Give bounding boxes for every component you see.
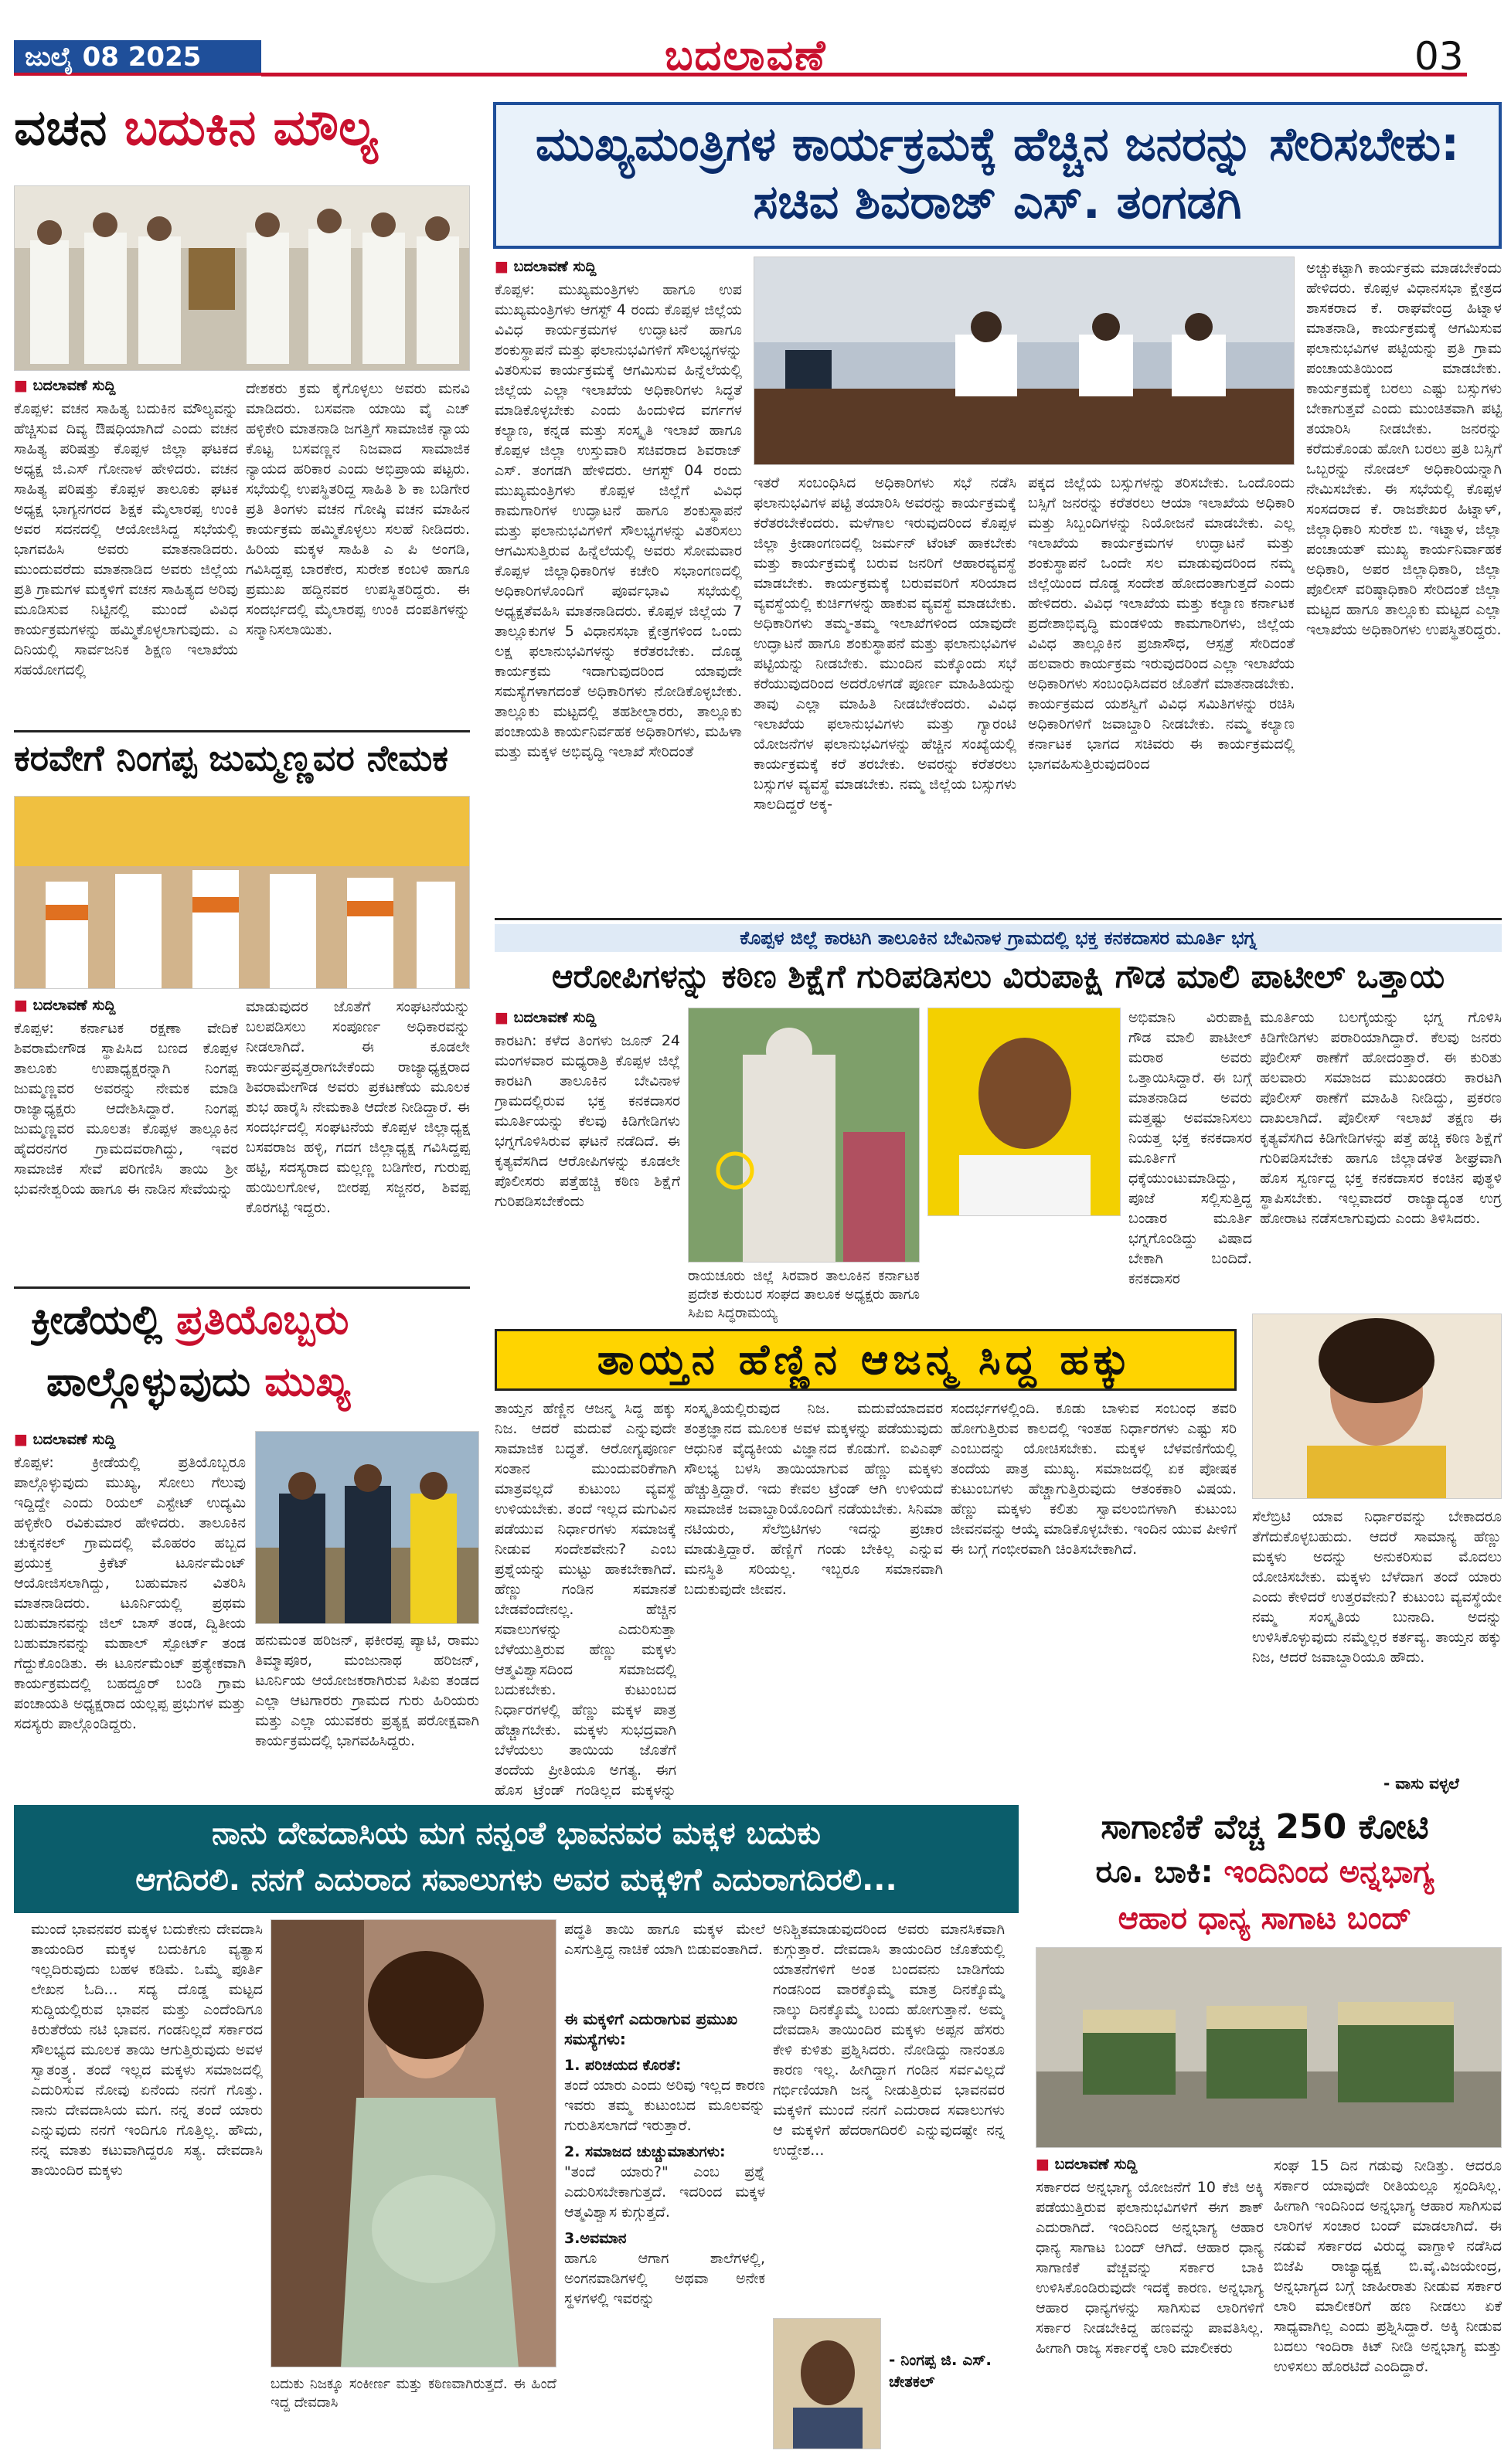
rice-headline-2 [1028, 1854, 1502, 1901]
rice-photo [1036, 1947, 1502, 2148]
statue-col1: ಕಾರಟಗಿ: ಕಳೆದ ತಿಂಗಳು ಜೂನ್ 24 ಮಂಗಳವಾರ ಮಧ್ಯರಾತ್ರಿ ಕೊಪ್ಪಳ ಜಿಲ್ಲೆ ಕಾರಟಗಿ ತಾಲೂಕಿನ ಬೇವಿನಾಳ ಗ್ರಾಮದಲ್ಲಿರುವ ಭಕ್ತ ಕನಕದಾಸರ ಮೂರ್ತಿಯನ್ನು ಕೆಲವು ಕಿಡಿಗೇಡಿಗಳು ಭಗ್ನಗೊಳಿಸಿರುವ ಘಟನೆ ನಡೆದಿದೆ. ಈ ಕೃತ್ಯವೆಸಗಿದ ಆರೋಪಿಗಳನ್ನು ಕೂಡಲೇ ಪೊಲೀಸರು ಪತ್ತೆಹಚ್ಚಿ ಕಠಿಣ ಶಿಕ್ಷೆಗೆ ಗುರಿಪಡಿಸಬೇಕೆಂದು [495, 1032, 680, 1210]
statue-photo-caption: ರಾಯಚೂರು ಜಿಲ್ಲೆ ಸಿರವಾರ ತಾಲೂಕಿನ ಕರ್ನಾಟಕ ಪ್ರದೇಶ ಕುರುಬರ ಸಂಘದ ತಾಲೂಕ ಅಧ್ಯಕ್ಷರು ಹಾಗೂ ಸಿಪಿಐ ಸಿದ್ಧರಾಮಯ್ಯ [688, 1268, 920, 1321]
women-headline-box [495, 1329, 1237, 1391]
statue-photo [688, 1008, 920, 1263]
page-number: 03 [1414, 34, 1464, 79]
devadasi-photo [271, 1919, 556, 2367]
devadasi-headline-2: ಆಗದಿರಲಿ. ನನಗೆ ಎದುರಾದ ಸವಾಲುಗಳು ಅವರ ಮಕ್ಕಳಿಗೆ ಎದುರಾಗದಿರಲಿ... [135, 1862, 897, 1898]
devadasi-headline-box [14, 1805, 1019, 1913]
problem-item [564, 2142, 765, 2222]
portrait-photo [927, 1008, 1121, 1216]
cm-tag: ■ ಬದಲಾವಣೆ ಸುದ್ದಿ [495, 258, 597, 275]
cm-meeting-photo [754, 257, 1295, 465]
problem-heading: 3.ಅವಮಾನ [564, 2230, 627, 2247]
sports-line2-a: ಪಾಲ್ಗೊಳ್ಳುವುದು [46, 1360, 265, 1405]
paper-title: ಬದಲಾವಣೆ [665, 31, 827, 80]
divider [14, 1286, 470, 1289]
sports-line2-b: ಮುಖ್ಯ [264, 1360, 351, 1405]
rice-headline-2a: ರೂ. ಬಾಕಿ: [1095, 1854, 1224, 1890]
karave-headline: ಕರವೇಗೆ ನಿಂಗಪ್ಪ ಜುಮ್ಮಣ್ಣವರ ನೇಮಕ [14, 738, 448, 779]
rice-headline-2b: ಇಂದಿನಿಂದ ಅನ್ನಭಾಗ್ಯ [1223, 1854, 1434, 1890]
devadasi-col3: ಅನಿಶ್ಚಿತಮಾಡುವುದರಿಂದ ಅವರು ಮಾನಸಿಕವಾಗಿ ಕುಗ್ಗುತ್ತಾರೆ. ದೇವದಾಸಿ ತಾಯಂದಿರ ಜೊತೆಯಲ್ಲಿ ಯಾತನೆಗಳಿಗೆ ಅಂತ ಬಂದವನು ಬಾಡಿಗೆಯ ಗಂಡನಿಂದ ವಾರಕ್ಕೊಮ್ಮೆ ಮಾತ್ರ ದಿನಕ್ಕೊಮ್ಮೆ ನಾಲ್ಕು ದಿನಕ್ಕೊಮ್ಮೆ ಬಂದು ಹೋಗುತ್ತಾನೆ. ಅಮ್ಮ ದೇವದಾಸಿ ತಾಯಿಂದಿರ ಮಕ್ಕಳು ಅಪ್ಪನ ಹೆಸರು ಕೇಳಿ ಕುಳಿತು ಪ್ರಶ್ನಿಸಿದರು. ನೋಡಿದ್ದು ನಾನಂತೂ ಕಾರಣ ಇಲ್ಲ. ಹೀಗಿದ್ದಾಗ ಗಂಡಿನ ಸರ್ವವಿಲ್ಲದೆ ಗರ್ಭಿಣಿಯಾಗಿ ಜನ್ಮ ನೀಡುತ್ತಿರುವ ಭಾವನವರ ಮಕ್ಕಳಿಗೆ ಮುಂದೆ ನನಗೆ ಎದುರಾದ ಸವಾಲುಗಳು ಆ ಮಕ್ಕಳಿಗೆ ಹೆದರಾಗದಿರಲಿ ಎನ್ನುವುದಷ್ಟೇ ನನ್ನ ಉದ್ದೇಶ... [773, 1921, 1005, 2159]
sports-tag: ■ ಬದಲಾವಣೆ ಸುದ್ದಿ [14, 1431, 116, 1448]
women-author: - ವಾಸು ವಳ್ಳಲೆ [1383, 1774, 1459, 1793]
sports-headline-line2 [46, 1360, 464, 1422]
karave-tag: ■ ಬದಲಾವಣೆ ಸುದ್ದಿ [14, 997, 116, 1014]
trophy-illustration [256, 1432, 479, 1624]
sports-line1-b: ಪ್ರತಿಯೊಬ್ಬರು [176, 1298, 349, 1344]
author-photo [773, 2318, 881, 2449]
women-col1: ತಾಯ್ತನ ಹೆಣ್ಣಿನ ಆಜನ್ಮ ಸಿದ್ದ ಹಕ್ಕು ನಿಜ. ಆದರೆ ಮದುವೆ ಎನ್ನುವುದೇ ಸಾಮಾಜಿಕ ಬದ್ಧತೆ. ಆರೋಗ್ಯಪೂರ್ಣ ಸಂತಾನ ಮುಂದುವರಿಕೆಗಾಗಿ ಮಾತ್ರವಲ್ಲದೆ ಕುಟುಂಬ ವ್ಯವಸ್ಥೆ ಉಳಿಯಬೇಕು. ತಂದೆ ಇಲ್ಲದ ಮಗುವಿನ ಪಡೆಯುವ ನಿರ್ಧಾರಗಳು ಸಮಾಜಕ್ಕೆ ನೀಡುವ ಸಂದೇಶವೇನು? ಎಂಬ ಪ್ರಶ್ನೆಯನ್ನು ಮುಟ್ಟು ಹಾಕಬೇಕಾಗಿದೆ. ಹೆಣ್ಣು ಗಂಡಿನ ಸಮಾನತೆ ಬೇಡವೆಂದೇನಲ್ಲ. ಹೆಚ್ಚಿನ ಸವಾಲುಗಳನ್ನು ಎದುರಿಸುತ್ತಾ ಬೆಳೆಯುತ್ತಿರುವ ಹೆಣ್ಣು ಮಕ್ಕಳು ಆತ್ಮವಿಶ್ವಾಸದಿಂದ ಸಮಾಜದಲ್ಲಿ ಬದುಕಬೇಕು. ಕುಟುಂಬದ ನಿರ್ಧಾರಗಳಲ್ಲಿ ಹೆಣ್ಣು ಮಕ್ಕಳ ಪಾತ್ರ ಹೆಚ್ಚಾಗಬೇಕು. ಮಕ್ಕಳು ಸುಭದ್ರವಾಗಿ ಬೆಳೆಯಲು ತಾಯಿಯ ಜೊತೆಗೆ ತಂದೆಯ ಪ್ರೀತಿಯೂ ಅಗತ್ಯ. ಈಗ ಹೊಸ ಟ್ರೆಂಡ್ ಗಂಡಿಲ್ಲದ ಮಕ್ಕಳನ್ನು [495, 1400, 676, 1799]
header-rule [261, 73, 1467, 76]
statue-kicker: ಕೊಪ್ಪಳ ಜಿಲ್ಲೆ ಕಾರಟಗಿ ತಾಲೂಕಿನ ಬೇವಿನಾಳ ಗ್ರಾಮದಲ್ಲಿ ಭಕ್ತ ಕನಕದಾಸರ ಮೂರ್ತಿ ಭಗ್ನ [495, 924, 1502, 952]
women-headline: ತಾಯ್ತನ ಹೆಣ್ಣಿನ ಆಜನ್ಮ ಸಿದ್ದ ಹಕ್ಕು [597, 1335, 1135, 1384]
cm-col4: ಅಚ್ಚುಕಟ್ಟಾಗಿ ಕಾರ್ಯಕ್ರಮ ಮಾಡಬೇಕೆಂದು ಹೇಳಿದರು. ಕೊಪ್ಪಳ ವಿಧಾನಸಭಾ ಕ್ಷೇತ್ರದ ಶಾಸಕರಾದ ಕೆ. ರಾಘವೇಂದ್ರ ಹಿಟ್ನಾಳ ಮಾತನಾಡಿ, ಕಾರ್ಯಕ್ರಮಕ್ಕೆ ಆಗಮಿಸುವ ಫಲಾನುಭವಿಗಳ ಪಟ್ಟಿಯನ್ನು ಪ್ರತಿ ಗ್ರಾಮ ಪಂಚಾಯತಿಯಿಂದ ಮಾಡಬೇಕು. ಕಾರ್ಯಕ್ರಮಕ್ಕೆ ಬರಲು ಎಷ್ಟು ಬಸ್ಸುಗಳು ಬೇಕಾಗುತ್ತವೆ ಎಂದು ಮುಂಚಿತವಾಗಿ ಪಟ್ಟಿ ತಯಾರಿಸಿ ನೀಡಬೇಕು. ಜನರನ್ನು ಕರೆದುಕೊಂಡು ಹೋಗಿ ಬರಲು ಪ್ರತಿ ಬಸ್ಸಿಗೆ ಒಬ್ಬರನ್ನು ನೋಡಲ್ ಅಧಿಕಾರಿಯನ್ನಾಗಿ ನೇಮಿಸಬೇಕು. ಈ ಸಭೆಯಲ್ಲಿ ಕೊಪ್ಪಳ ಸಂಸದರಾದ ಕೆ. ರಾಜಶೇಖರ ಹಿಟ್ನಾಳ್, ಜಿಲ್ಲಾಧಿಕಾರಿ ಸುರೇಶ ಬಿ. ಇಟ್ನಾಳ, ಜಿಲ್ಲಾ ಪಂಚಾಯತ್ ಮುಖ್ಯ ಕಾರ್ಯನಿರ್ವಾಹಕ ಅಧಿಕಾರಿ, ಅಪರ ಜಿಲ್ಲಾಧಿಕಾರಿ, ಜಿಲ್ಲಾ ಪೊಲೀಸ್ ವರಿಷ್ಠಾಧಿಕಾರಿ ಸೇರಿದಂತೆ ಜಿಲ್ಲಾ ಮಟ್ಟದ ಹಾಗೂ ತಾಲ್ಲೂಕು ಮಟ್ಟದ ಎಲ್ಲಾ ಇಲಾಖೆಯ ಅಧಿಕಾರಿಗಳು ಉಪಸ್ಥಿತರಿದ್ದರು. [1306, 260, 1502, 638]
rice-col1: ಸರ್ಕಾರದ ಅನ್ನಭಾಗ್ಯ ಯೋಜನೆಗೆ 10 ಕೆಜಿ ಅಕ್ಕಿ ಪಡೆಯುತ್ತಿರುವ ಫಲಾನುಭವಿಗಳಿಗೆ ಈಗ ಶಾಕ್ ಎದುರಾಗಿದೆ. ಇಂದಿನಿಂದ ಅನ್ನಭಾಗ್ಯ ಆಹಾರ ಧಾನ್ಯ ಸಾಗಾಟ ಬಂದ್ ಆಗಿದೆ. ಆಹಾರ ಧಾನ್ಯ ಸಾಗಾಣಿಕೆ ವೆಚ್ಚವನ್ನು ಸರ್ಕಾರ ಬಾಕಿ ಉಳಿಸಿಕೊಂಡಿರುವುದೇ ಇದಕ್ಕೆ ಕಾರಣ. ಅನ್ನಭಾಗ್ಯ ಆಹಾರ ಧಾನ್ಯಗಳನ್ನು ಸಾಗಿಸುವ ಲಾರಿಗಳಿಗೆ ಸರ್ಕಾರ ನೀಡಬೇಕಿದ್ದ ಹಣವನ್ನು ಪಾವತಿಸಿಲ್ಲ. ಹೀಗಾಗಿ ರಾಜ್ಯ ಸರ್ಕಾರಕ್ಕೆ ಲಾರಿ ಮಾಲೀಕರು [1036, 2179, 1264, 2357]
cm-col3: ಪಕ್ಕದ ಜಿಲ್ಲೆಯ ಬಸ್ಸುಗಳನ್ನು ತರಿಸಬೇಕು. ಒಂದೊಂದು ಬಸ್ಸಿಗೆ ಜನರನ್ನು ಕರೆತರಲು ಆಯಾ ಇಲಾಖೆಯ ಅಧಿಕಾರಿ ಮತ್ತು ಸಿಬ್ಬಂದಿಗಳನ್ನು ನಿಯೋಜನೆ ಮಾಡಬೇಕು. ಎಲ್ಲ ಇಲಾಖೆಯ ಕಾರ್ಯಕ್ರಮಗಳ ಉದ್ಘಾಟನೆ ಮತ್ತು ಶಂಕುಸ್ಥಾಪನೆ ಒಂದೇ ಸಲ ಮಾಡುವುದರಿಂದ ನಮ್ಮ ಜಿಲ್ಲೆಯಿಂದ ದೊಡ್ಡ ಸಂದೇಶ ಹೋದಂತಾಗುತ್ತದೆ ಎಂದು ಹೇಳಿದರು. ವಿವಿಧ ಇಲಾಖೆಯ ಮತ್ತು ಕಲ್ಯಾಣ ಕರ್ನಾಟಕ ಪ್ರದೇಶಾಭಿವೃದ್ಧಿ ಮಂಡಳಿಯ ಕಾಮಗಾರಿಗಳು, ಜಿಲ್ಲೆಯ ವಿವಿಧ ತಾಲ್ಲೂಕಿನ ಪ್ರಜಾಸೌಧ, ಆಸ್ಪತ್ರೆ ಸೇರಿದಂತೆ ಹಲವಾರು ಕಾರ್ಯಕ್ರಮ ಇರುವುದರಿಂದ ಎಲ್ಲಾ ಇಲಾಖೆಯ ಅಧಿಕಾರಿಗಳು ಸಂಬಂಧಿಸಿದವರ ಜೊತೆಗೆ ಮಾತನಾಡಬೇಕು. ಕಾರ್ಯಕ್ರಮದ ಯಶಸ್ವಿಗೆ ವಿವಿಧ ಸಮಿತಿಗಳನ್ನು ರಚಿಸಿ ಅಧಿಕಾರಿಗಳಿಗೆ ಜವಾಬ್ದಾರಿ ನೀಡಬೇಕು. ನಮ್ಮ ಕಲ್ಯಾಣ ಕರ್ನಾಟಕ ಭಾಗದ ಸಚಿವರು ಈ ಕಾರ್ಯಕ್ರಮದಲ್ಲಿ ಭಾಗವಹಿಸುತ್ತಿರುವುದರಿಂದ [1028, 474, 1295, 773]
vachana-col1: ಕೊಪ್ಪಳ: ವಚನ ಸಾಹಿತ್ಯ ಬದುಕಿನ ಮೌಲ್ಯವನ್ನು ಹೆಚ್ಚಿಸುವ ದಿವ್ಯ ಔಷಧಿಯಾಗಿದೆ ಎಂದು ವಚನ ಸಾಹಿತ್ಯ ಪರಿಷತ್ತು ಕೊಪ್ಪಳ ಜಿಲ್ಲಾ ಘಟಕದ ಅಧ್ಯಕ್ಷ ಜಿ.ಎಸ್ ಗೋನಾಳ ಹೇಳಿದರು. ವಚನ ಸಾಹಿತ್ಯ ಪರಿಷತ್ತು ಕೊಪ್ಪಳ ತಾಲೂಕು ಘಟಕ ಅಧ್ಯಕ್ಷ ಭಾಗ್ಯನಗರದ ಶಿಕ್ಷಕ ಮೈಲಾರಪ್ಪ ಉಂಕಿ ಅವರ ಸದನದಲ್ಲಿ ಆಯೋಜಿಸಿದ್ದ ಸಭೆಯಲ್ಲಿ ಭಾಗವಹಿಸಿ ಅವರು ಮಾತನಾಡಿದರು. ಮುಂದುವರೆದು ಮಾತನಾಡಿದ ಅವರು ಜಿಲ್ಲೆಯ ಪ್ರತಿ ಗ್ರಾಮಗಳ ಮಕ್ಕಳಿಗೆ ವಚನ ಸಾಹಿತ್ಯದ ಅರಿವು ಮೂಡಿಸುವ ನಿಟ್ಟಿನಲ್ಲಿ ಮುಂದೆ ವಿವಿಧ ಕಾರ್ಯಕ್ರಮಗಳನ್ನು ಹಮ್ಮಿಕೊಳ್ಳಲಾಗುವುದು. ಎ ದಿನಿಯಲ್ಲಿ ಸಾರ್ವಜನಿಕ ಶಿಕ್ಷಣ ಇಲಾಖೆಯ ಸಹಯೋಗದಲ್ಲಿ [14, 400, 238, 678]
problems-box [564, 2009, 765, 2457]
statue-col3: ಮೂರ್ತಿಯ ಬಲಗೈಯನ್ನು ಭಗ್ನ ಗೊಳಿಸಿ ಕಿಡಿಗೇಡಿಗಳು ಪರಾರಿಯಾಗಿದ್ದಾರೆ. ಕೆಲವು ಜನರು ಪೊಲೀಸ್ ಠಾಣೆಗೆ ಹೋದಂತ್ತಾರೆ. ಈ ಕುರಿತು ಹಲವಾರು ಸಮಾಜದ ಮುಖಂಡರು ಕಾರಟಗಿ ಪೊಲೀಸ್ ಠಾಣೆಗೆ ಮಾಹಿತಿ ನೀಡಿದ್ದು, ಪ್ರಕರಣ ದಾಖಲಾಗಿದೆ. ಪೊಲೀಸ್ ಇಲಾಖೆ ತಕ್ಷಣ ಈ ಕೃತ್ಯವೆಸಗಿದ ಕಿಡಿಗೇಡಿಗಳನ್ನು ಪತ್ತೆ ಹಚ್ಚಿ ಕಠಿಣ ಶಿಕ್ಷೆಗೆ ಗುರಿಪಡಿಸಬೇಕು ಹಾಗೂ ಜಿಲ್ಲಾಡಳಿತ ಶೀಘ್ರವಾಗಿ ಹೊಸ ಸ್ವರ್ಣದ್ದ ಭಕ್ತ ಕನಕದಾಸರ ಕಂಚಿನ ಪುತ್ಥಳಿ ಸ್ಥಾಪಿಸಬೇಕು. ಇಲ್ಲವಾದರೆ ರಾಜ್ಯಾದ್ಯಂತ ಉಗ್ರ ಹೋರಾಟ ನಡೆಸಲಾಗುವುದು ಎಂದು ತಿಳಿಸಿದರು. [1260, 1009, 1502, 1227]
author-portrait-illustration [774, 2319, 881, 2449]
statue-col2: ಅಭಿಮಾನಿ ವಿರುಪಾಕ್ಷಿ ಗೌಡ ಮಾಲಿ ಪಾಟೀಲ್ ಮರಾಠ ಅವರು ಒತ್ತಾಯಿಸಿದ್ದಾರೆ. ಈ ಬಗ್ಗೆ ಮಾತನಾಡಿದ ಅವರು ಮತ್ತಷ್ಟು ಅವಮಾನಿಸಲು ನಿಯತ್ತ ಭಕ್ತ ಕನಕದಾಸರ ಮೂರ್ತಿಗೆ ಧಕ್ಕೆಯುಂಟುಮಾಡಿದ್ದು, ಪೂಜೆ ಸಲ್ಲಿಸುತ್ತಿದ್ದ ಬಂಡಾರ ಮೂರ್ತಿ ಭಗ್ನಗೊಂಡಿದ್ದು ವಿಷಾದ ಬೇಕಾಗಿ ಬಂದಿದೆ. ಕನಕದಾಸರ [1128, 1009, 1252, 1287]
sports-col2: ಹನುಮಂತ ಹರಿಜನ್, ಫಕೀರಪ್ಪ ಪ್ಯಾಟಿ, ರಾಮು ತಿಮ್ಮಾಪೂರ, ಮಂಜುನಾಥ ಹರಿಜನ್, ಟೂರ್ನಿಯ ಆಯೋಜಕರಾಗಿರುವ ಸಿಪಿಐ ತಂಡದ ಎಲ್ಲಾ ಆಟಗಾರರು ಗ್ರಾಮದ ಗುರು ಹಿರಿಯರು ಮತ್ತು ಎಲ್ಲಾ ಯುವಕರು ಪ್ರತ್ಯಕ್ಷ ಪರೋಕ್ಷವಾಗಿ ಕಾರ್ಯಕ್ರಮದಲ್ಲಿ ಭಾಗವಹಿಸಿದ್ದರು. [255, 1632, 479, 1749]
header-date: ಜುಲೈ 08 2025 [14, 40, 261, 76]
women-col3: ಸಂದರ್ಭಗಳಲ್ಲಿಂದಿ. ಕೂಡು ಬಾಳುವ ಸಂಬಂಧ ತವರಿ ಹೋಗುತ್ತಿರುವ ಕಾಲದಲ್ಲಿ ಇಂತಹ ನಿರ್ಧಾರಗಳು ಎಷ್ಟು ಸರಿ ಎಂಬುದನ್ನು ಯೋಚಿಸಬೇಕು. ಮಕ್ಕಳ ಬೆಳವಣಿಗೆಯಲ್ಲಿ ತಂದೆಯ ಪಾತ್ರ ಮುಖ್ಯ. ಸಮಾಜದಲ್ಲಿ ಏಕ ಪೋಷಕ ಕುಟುಂಬಗಳು ಹೆಚ್ಚಾಗುತ್ತಿರುವುದು ಆತಂಕಕಾರಿ ವಿಷಯ. ಹೆಣ್ಣು ಮಕ್ಕಳು ಕಲಿತು ಸ್ವಾವಲಂಬಿಗಳಾಗಿ ಕುಟುಂಬ ಜೀವನವನ್ನು ಆಯ್ಕೆ ಮಾಡಿಕೊಳ್ಳಬೇಕು. ಇಂದಿನ ಯುವ ಪೀಳಿಗೆ ಈ ಬಗ್ಗೆ ಗಂಭೀರವಾಗಿ ಚಿಂತಿಸಬೇಕಾಗಿದೆ. [951, 1400, 1237, 1558]
cm-col1: ಕೊಪ್ಪಳ: ಮುಖ್ಯಮಂತ್ರಿಗಳು ಹಾಗೂ ಉಪ ಮುಖ್ಯಮಂತ್ರಿಗಳು ಆಗಸ್ಟ್ 4 ರಂದು ಕೊಪ್ಪಳ ಜಿಲ್ಲೆಯ ವಿವಿಧ ಕಾರ್ಯಕ್ರಮಗಳ ಉದ್ಘಾಟನೆ ಹಾಗೂ ಶಂಕುಸ್ಥಾಪನೆ ಮತ್ತು ಫಲಾನುಭವಿಗಳಿಗೆ ಸೌಲಭ್ಯಗಳನ್ನು ವಿತರಿಸುವ ಕಾರ್ಯಕ್ರಮಕ್ಕೆ ಆಗಮಿಸುವ ಹಿನ್ನೆಲೆಯಲ್ಲಿ ಜಿಲ್ಲೆಯ ಎಲ್ಲಾ ಇಲಾಖೆಯ ಅಧಿಕಾರಿಗಳು ಸಿದ್ಧತೆ ಮಾಡಿಕೊಳ್ಳಬೇಕು ಎಂದು ಹಿಂದುಳಿದ ವರ್ಗಗಳ ಕಲ್ಯಾಣ, ಕನ್ನಡ ಮತ್ತು ಸಂಸ್ಕೃತಿ ಇಲಾಖೆ ಹಾಗೂ ಕೊಪ್ಪಳ ಜಿಲ್ಲಾ ಉಸ್ತುವಾರಿ ಸಚಿವರಾದ ಶಿವರಾಜ್ ಎಸ್. ತಂಗಡಗಿ ಹೇಳಿದರು. ಆಗಸ್ಟ್ 04 ರಂದು ಮುಖ್ಯಮಂತ್ರಿಗಳು ಕೊಪ್ಪಳ ಜಿಲ್ಲೆಗೆ ವಿವಿಧ ಕಾಮಗಾರಿಗಳ ಉದ್ಘಾಟನೆ ಹಾಗೂ ಶಂಕುಸ್ಥಾಪನೆ ಮತ್ತು ಫಲಾನುಭವಿಗಳಿಗೆ ಸೌಲಭ್ಯಗಳನ್ನು ವಿತರಿಸಲು ಆಗಮಿಸುತ್ತಿರುವ ಹಿನ್ನೆಲೆಯಲ್ಲಿ ಅವರು ಸೋಮವಾರ ಕೊಪ್ಪಳ ಜಿಲ್ಲಾಧಿಕಾರಿಗಳ ಕಚೇರಿ ಸಭಾಂಗಣದಲ್ಲಿ ಅಧಿಕಾರಿಗಳೊಂದಿಗೆ ಪೂರ್ವಭಾವಿ ಸಭೆಯಲ್ಲಿ ಅಧ್ಯಕ್ಷತೆವಹಿಸಿ ಮಾತನಾಡಿದರು. ಕೊಪ್ಪಳ ಜಿಲ್ಲೆಯ 7 ತಾಲ್ಲೂಕುಗಳ 5 ವಿಧಾನಸಭಾ ಕ್ಷೇತ್ರಗಳಿಂದ ಒಂದು ಲಕ್ಷ ಫಲಾನುಭವಿಗಳನ್ನು ಕರೆತರಬೇಕು. ದೊಡ್ಡ ಕಾರ್ಯಕ್ರಮ ಇದಾಗುವುದರಿಂದ ಯಾವುದೇ ಸಮಸ್ಯೆಗಳಾಗದಂತೆ ಅಧಿಕಾರಿಗಳು ನೋಡಿಕೊಳ್ಳಬೇಕು. ತಾಲ್ಲೂಕು ಮಟ್ಟದಲ್ಲಿ ತಹಶೀಲ್ದಾರರು, ತಾಲ್ಲೂಕು ಪಂಚಾಯತಿ ಕಾರ್ಯನಿರ್ವಹಕ ಅಧಿಕಾರಿಗಳು, ಮಹಿಳಾ ಮತ್ತು ಮಕ್ಕಳ ಅಭಿವೃದ್ಧಿ ಇಲಾಖೆ ಸೇರಿದಂತೆ [495, 281, 742, 760]
broken-statue-illustration [689, 1008, 920, 1263]
pregnant-woman-illustration [271, 1920, 556, 2367]
problem-heading: 1. ಪರಿಚಯದ ಕೊರತೆ: [564, 2057, 682, 2074]
women-col4: ಸೆಲೆಬ್ರಿಟಿ ಯಾವ ನಿರ್ಧಾರವನ್ನು ಬೇಕಾದರೂ ತೆಗೆದುಕೊಳ್ಳಬಹುದು. ಆದರೆ ಸಾಮಾನ್ಯ ಹೆಣ್ಣು ಮಕ್ಕಳು ಅದನ್ನು ಅನುಕರಿಸುವ ಮೊದಲು ಯೋಚಿಸಬೇಕು. ಮಕ್ಕಳು ಬೆಳೆದಾಗ ತಂದೆ ಯಾರು ಎಂದು ಕೇಳಿದರೆ ಉತ್ತರವೇನು? ಕುಟುಂಬ ವ್ಯವಸ್ಥೆಯೇ ನಮ್ಮ ಸಂಸ್ಕೃತಿಯ ಬುನಾದಿ. ಅದನ್ನು ಉಳಿಸಿಕೊಳ್ಳುವುದು ನಮ್ಮೆಲ್ಲರ ಕರ್ತವ್ಯ. ತಾಯ್ತನ ಹಕ್ಕು ನಿಜ, ಆದರೆ ಜವಾಬ್ದಾರಿಯೂ ಹೌದು. [1252, 1508, 1502, 1666]
felicitation-illustration [15, 797, 470, 989]
vachana-headline [14, 100, 485, 178]
cm-headline-box [493, 102, 1502, 249]
sports-photo [255, 1431, 479, 1624]
rice-tag: ■ ಬದಲಾವಣೆ ಸುದ್ದಿ [1036, 2156, 1138, 2173]
women-photo [1252, 1314, 1502, 1499]
problem-item [564, 2055, 765, 2136]
sports-headline-line1 [31, 1298, 464, 1360]
rice-col2: ಸಂಘ 15 ದಿನ ಗಡುವು ನೀಡಿತ್ತು. ಆದರೂ ಸರ್ಕಾರ ಯಾವುದೇ ರೀತಿಯಲ್ಲೂ ಸ್ಪಂದಿಸಿಲ್ಲ. ಹೀಗಾಗಿ ಇಂದಿನಿಂದ ಅನ್ನಭಾಗ್ಯ ಆಹಾರ ಸಾಗಿಸುವ ಲಾರಿಗಳ ಸಂಚಾರ ಬಂದ್ ಮಾಡಲಾಗಿದೆ. ಈ ನಡುವೆ ಸರ್ಕಾರದ ವಿರುದ್ಧ ವಾಗ್ದಾಳಿ ನಡೆಸಿದ ಬಿಜೆಪಿ ರಾಜ್ಯಾಧ್ಯಕ್ಷ ಬಿ.ವೈ.ವಿಜಯೇಂದ್ರ, ಅನ್ನಭಾಗ್ಯದ ಬಗ್ಗೆ ಜಾಹೀರಾತು ನೀಡುವ ಸರ್ಕಾರ ಲಾರಿ ಮಾಲೀಕರಿಗೆ ಹಣ ನೀಡಲು ಏಕೆ ಸಾಧ್ಯವಾಗಿಲ್ಲ ಎಂದು ಪ್ರಶ್ನಿಸಿದ್ದಾರೆ. ಅಕ್ಕಿ ನೀಡುವ ಬದಲು ಇಂದಿರಾ ಕಿಟ್ ನೀಡಿ ಅನ್ನಭಾಗ್ಯ ಮತ್ತು ಉಳಿಸಲು ಹೊರಟಿದೆ ಎಂದಿದ್ದಾರೆ. [1274, 2157, 1502, 2375]
women-col2: ಸಂಸ್ಕೃತಿಯಲ್ಲಿರುವುದ ನಿಜ. ಮದುವೆಯಾದವರ ತಂತ್ರಜ್ಞಾನದ ಮೂಲಕ ಅವಳ ಮಕ್ಕಳನ್ನು ಪಡೆಯುವುದು ಆಧುನಿಕ ವೈದ್ಯಕೀಯ ವಿಜ್ಞಾನದ ಕೊಡುಗೆ. ಐವಿಎಫ್ ಸೌಲಭ್ಯ ಬಳಸಿ ತಾಯಿಯಾಗುವ ಹೆಣ್ಣು ಮಕ್ಕಳು ಹೆಚ್ಚುತ್ತಿದ್ದಾರೆ. ಇದು ಕೇವಲ ಟ್ರೆಂಡ್ ಆಗಿ ಉಳಿಯದೆ ಸಾಮಾಜಿಕ ಜವಾಬ್ದಾರಿಯೊಂದಿಗೆ ನಡೆಯಬೇಕು. ಸಿನಿಮಾ ನಟಿಯರು, ಸೆಲೆಬ್ರಿಟಿಗಳು ಇದನ್ನು ಪ್ರಚಾರ ಮಾಡುತ್ತಿದ್ದಾರೆ. ಹೆಣ್ಣಿಗೆ ಗಂಡು ಬೇಕಿಲ್ಲ ಎನ್ನುವ ಮನಸ್ಥಿತಿ ಸರಿಯಲ್ಲ. ಇಬ್ಬರೂ ಸಮಾನವಾಗಿ ಬದುಕುವುದೇ ಜೀವನ. [684, 1400, 943, 1598]
problem-text: "ತಂದೆ ಯಾರು?" ಎಂಬ ಪ್ರಶ್ನೆ ಎದುರಿಸಬೇಕಾಗುತ್ತದೆ. ಇದರಿಂದ ಮಕ್ಕಳ ಆತ್ಮವಿಶ್ವಾಸ ಕುಗ್ಗುತ್ತದೆ. [564, 2163, 765, 2221]
rice-headline-3: ಆಹಾರ ಧಾನ್ಯ ಸಾಗಾಟ ಬಂದ್ [1118, 1901, 1412, 1936]
devadasi-photo-caption: ಬದುಕು ನಿಜಕ್ಕೂ ಸಂಕೀರ್ಣ ಮತ್ತು ಕಠಿಣವಾಗಿರುತ್ತದೆ. ಈ ಹಿಂದೆ ಇದ್ದ ದೇವದಾಸಿ [271, 2376, 556, 2411]
problem-text: ಹಾಗೂ ಆಗಾಗ ಶಾಲೆಗಳಲ್ಲಿ, ಅಂಗನವಾಡಿಗಳಲ್ಲಿ ಅಥವಾ ಅನೇಕ ಸ್ಥಳಗಳಲ್ಲಿ ಇವರನ್ನು [564, 2250, 765, 2307]
devadasi-intro: ಮುಂದೆ ಭಾವನವರ ಮಕ್ಕಳ ಬದುಕೇನು ದೇವದಾಸಿ ತಾಯಂದಿರ ಮಕ್ಕಳ ಬದುಕಿಗೂ ವ್ಯತ್ಯಾಸ ಇಲ್ಲದಿರುವುದು ಬಹಳ ಕಡಿಮೆ. ಒಮ್ಮೆ ಪೂರ್ತಿ ಲೇಖನ ಓದಿ... ಸದ್ಯ ದೊಡ್ಡ ಮಟ್ಟದ ಸುದ್ದಿಯಲ್ಲಿರುವ ಭಾವನ ಮತ್ತು ಎಂದೆಂದಿಗೂ ಕಿರುತೆರೆಯ ನಟಿ ಭಾವನ. ಗಂಡನಿಲ್ಲದೆ ಸರ್ಕಾರದ ಸೌಲಭ್ಯದ ಮೂಲಕ ತಾಯಿ ಆಗುತ್ತಿರುವುದು ಅವಳ ಸ್ವಾತಂತ್ರ್ಯ. ತಂದೆ ಇಲ್ಲದ ಮಕ್ಕಳು ಸಮಾಜದಲ್ಲಿ ಎದುರಿಸುವ ನೋವು ಏನೆಂದು ನನಗೆ ಗೊತ್ತು. ನಾನು ದೇವದಾಸಿಯ ಮಗ. ನನ್ನ ತಂದೆ ಯಾರು ಎನ್ನುವುದು ನನಗೆ ಇಂದಿಗೂ ಗೊತ್ತಿಲ್ಲ. ಹೌದು, ನನ್ನ ಮಾತು ಕಟುವಾಗಿದ್ದರೂ ಸತ್ಯ. ದೇವದಾಸಿ ತಾಯಿಂದಿರ ಮಕ್ಕಳು [31, 1921, 263, 2179]
vachana-tag: ■ ಬದಲಾವಣೆ ಸುದ್ದಿ [14, 377, 116, 394]
problems-box-title: ಈ ಮಕ್ಕಳಿಗೆ ಎದುರಾಗುವ ಪ್ರಮುಖ ಸಮಸ್ಯೆಗಳು: [564, 2010, 738, 2048]
devadasi-col2: ಪದ್ಧತಿ ತಾಯಿ ಹಾಗೂ ಮಕ್ಕಳ ಮೇಲೆ ಎಸಗುತ್ತಿದ್ದ ನಾಚಿಕೆ ಯಾಗಿ ಬಿಡುವಂತಾಗಿದೆ. [564, 1921, 765, 1958]
devadasi-author: - ನಿಂಗಪ್ಪ ಜಿ. ಎಸ್. ಚೇತಕಲ್ [889, 2350, 992, 2391]
vachana-photo [14, 185, 470, 371]
problem-heading: 2. ಸಮಾಜದ ಚುಚ್ಚುಮಾತುಗಳು: [564, 2143, 726, 2160]
vachana-col2: ದೇಶಕರು ಕ್ರಮ ಕೈಗೊಳ್ಳಲು ಅವರು ಮನವಿ ಮಾಡಿದರು. ಬಸವನಾ ಯಾಯಿ ವೈ ಎಚ್ ಹಳ್ಳಿಕೇರಿ ಮಾತನಾಡಿ ಜಗತ್ತಿಗೆ ಸಾಮಾಜಿಕ ನ್ಯಾಯ ಕೊಟ್ಟ ಬಸವಣ್ಣನ ನಿಜವಾದ ಸಾಮಾಜಿಕ ನ್ಯಾಯದ ಹರಿಕಾರ ಎಂದು ಅಭಿಪ್ರಾಯ ಪಟ್ಟರು. ಸಭೆಯಲ್ಲಿ ಉಪಸ್ಥಿತರಿದ್ದ ಸಾಹಿತಿ ಶಿ ಕಾ ಬಡಿಗೇರ ಪ್ರತಿ ತಿಂಗಳು ವಚನ ಗೋಷ್ಠಿ ವಚನ ಮಾಹಿನ ಕಾರ್ಯಕ್ರಮ ಹಮ್ಮಿಕೊಳ್ಳಲು ಸಲಹೆ ನೀಡಿದರು. ಹಿರಿಯ ಮಕ್ಕಳ ಸಾಹಿತಿ ಎ ಪಿ ಅಂಗಡಿ, ಗವಿಸಿದ್ದಪ್ಪ ಬಾರಕೇರ, ಸುರೇಶ ಕಂಬಳಿ ಹಾಗೂ ಪ್ರಮುಖ ಹದ್ದಿನವರ ಉಪಸ್ಥಿತರಿದ್ದರು. ಈ ಸಂದರ್ಭದಲ್ಲಿ ಮೈಲಾರಪ್ಪ ಉಂಕಿ ದಂಪತಿಗಳನ್ನು ಸನ್ಮಾನಿಸಲಾಯಿತು. [246, 380, 470, 638]
statue-tag: ■ ಬದಲಾವಣೆ ಸುದ್ದಿ [495, 1009, 597, 1026]
problem-item [564, 2228, 765, 2309]
group-photo-illustration [15, 186, 470, 371]
divider [495, 918, 1502, 920]
man-portrait-illustration [928, 1008, 1121, 1216]
devadasi-headline-1: ನಾನು ದೇವದಾಸಿಯ ಮಗ ನನ್ನಂತೆ ಭಾವನವರ ಮಕ್ಕಳ ಬದುಕು [212, 1816, 821, 1851]
vachana-headline-a: ವಚನ [14, 100, 124, 157]
divider [14, 730, 470, 732]
karave-photo [14, 796, 470, 989]
meeting-illustration [754, 257, 1295, 465]
cm-col2: ಇತರೆ ಸಂಬಂಧಿಸಿದ ಅಧಿಕಾರಿಗಳು ಸಭೆ ನಡೆಸಿ ಫಲಾನುಭವಿಗಳ ಪಟ್ಟಿ ತಯಾರಿಸಿ ಅವರನ್ನು ಕಾರ್ಯಕ್ರಮಕ್ಕೆ ಕರೆತರಬೇಕೆಂದರು. ಮಳೆಗಾಲ ಇರುವುದರಿಂದ ಕೊಪ್ಪಳ ಜಿಲ್ಲಾ ಕ್ರೀಡಾಂಗಣದಲ್ಲಿ ಜರ್ಮನ್ ಟೆಂಟ್ ಹಾಕಬೇಕು ಮತ್ತು ಕಾರ್ಯಕ್ರಮಕ್ಕೆ ಬರುವ ಜನರಿಗೆ ಆಹಾರವ್ಯವಸ್ಥೆ ಮಾಡಬೇಕು. ಕಾರ್ಯಕ್ರಮಕ್ಕೆ ಬರುವವರಿಗೆ ಸರಿಯಾದ ವ್ಯವಸ್ಥೆಯಲ್ಲಿ ಕುರ್ಚಿಗಳನ್ನು ಹಾಕುವ ವ್ಯವಸ್ಥೆ ಮಾಡಬೇಕು. ಅಧಿಕಾರಿಗಳು ತಮ್ಮ-ತಮ್ಮ ಇಲಾಖೆಗಳಿಂದ ಯಾವುದೇ ಉದ್ಘಾಟನೆ ಹಾಗೂ ಶಂಕುಸ್ಥಾಪನೆ ಮತ್ತು ಫಲಾನುಭವಿಗಳ ಪಟ್ಟಿಯನ್ನು ನೀಡಬೇಕು. ಮುಂದಿನ ಮಕ್ಕೊಂದು ಸಭೆ ಕರೆಯುವುದರಿಂದ ಅದರೊಳಗಡೆ ಪೂರ್ಣ ಮಾಹಿತಿಯನ್ನು ತಾವು ಎಲ್ಲಾ ಮಾಹಿತಿ ನೀಡಬೇಕೆಂದರು. ವಿವಿಧ ಇಲಾಖೆಯ ಫಲಾನುಭವಿಗಳು ಮತ್ತು ಗ್ಯಾರಂಟಿ ಯೋಜನೆಗಳ ಫಲಾನುಭವಿಗಳನ್ನು ಹೆಚ್ಚಿನ ಸಂಖ್ಯೆಯಲ್ಲಿ ಕಾರ್ಯಕ್ರಮಕ್ಕೆ ಕರೆ ತರಬೇಕು. ಅವರನ್ನು ಕರೆತರಲು ಬಸ್ಸುಗಳ ವ್ಯವಸ್ಥೆ ಮಾಡಬೇಕು. ನಮ್ಮ ಜಿಲ್ಲೆಯ ಬಸ್ಸುಗಳು ಸಾಲದಿದ್ದರೆ ಅಕ್ಕ- [754, 474, 1016, 813]
cm-headline: ಮುಖ್ಯಮಂತ್ರಿಗಳ ಕಾರ್ಯಕ್ರಮಕ್ಕೆ ಹೆಚ್ಚಿನ ಜನರನ್ನು ಸೇರಿಸಬೇಕು: ಸಚಿವ ಶಿವರಾಜ್ ಎಸ್. ತಂಗಡಗಿ [535, 117, 1460, 229]
karave-col1: ಕೊಪ್ಪಳ: ಕರ್ನಾಟಕ ರಕ್ಷಣಾ ವೇದಿಕೆ ಶಿವರಾಮೇಗೌಡ ಸ್ಥಾಪಿಸಿದ ಬಣದ ಕೊಪ್ಪಳ ತಾಲೂಕು ಉಪಾಧ್ಯಕ್ಷರನ್ನಾಗಿ ನಿಂಗಪ್ಪ ಜುಮ್ಮಣ್ಣವರ ಅವರನ್ನು ನೇಮಕ ಮಾಡಿ ರಾಜ್ಯಾಧ್ಯಕ್ಷರು ಆದೇಶಿಸಿದ್ದಾರೆ. ನಿಂಗಪ್ಪ ಜುಮ್ಮಣ್ಣವರ ಮೂಲತಃ ಕೊಪ್ಪಳ ತಾಲ್ಲೂಕಿನ ಹೈದರನಗರ ಗ್ರಾಮದವರಾಗಿದ್ದು, ಇವರ ಸಾಮಾಜಿಕ ಸೇವೆ ಪರಿಗಣಿಸಿ ತಾಯಿ ಶ್ರೀ ಭುವನೇಶ್ವರಿಯ ಹಾಗೂ ಈ ನಾಡಿನ ಸೇವೆಯನ್ನು [14, 1020, 238, 1198]
woman-portrait-illustration [1253, 1314, 1502, 1499]
sports-line1-a: ಕ್ರೀಡೆಯಲ್ಲಿ [31, 1298, 177, 1344]
karave-col2: ಮಾಡುವುದರ ಜೊತೆಗೆ ಸಂಘಟನೆಯನ್ನು ಬಲಪಡಿಸಲು ಸಂಪೂರ್ಣ ಅಧಿಕಾರವನ್ನು ನೀಡಲಾಗಿದೆ. ಈ ಕೂಡಲೇ ಕಾರ್ಯಪ್ರವೃತ್ತರಾಗಬೇಕೆಂದು ರಾಜ್ಯಾಧ್ಯಕ್ಷರಾದ ಶಿವರಾಮೇಗೌಡ ಅವರು ಪ್ರಕಟಣೆಯ ಮೂಲಕ ಶುಭ ಹಾರೈಸಿ ನೇಮಕಾತಿ ಆದೇಶ ನೀಡಿದ್ದಾರೆ. ಈ ಸಂದರ್ಭದಲ್ಲಿ ಸಂಘಟನೆಯ ಕೊಪ್ಪಳ ಜಿಲ್ಲಾಧ್ಯಕ್ಷ ಬಸವರಾಜ ಹಳ್ಳಿ, ಗದಗ ಜಿಲ್ಲಾಧ್ಯಕ್ಷ ಗವಿಸಿದ್ದಪ್ಪ ಹಟ್ಟಿ, ಸದಸ್ಯರಾದ ಮಲ್ಲಣ್ಣ ಬಡಿಗೇರ, ಗುರುಪ್ಪ ಹುಯಿಲಗೋಳ, ಬೀರಪ್ಪ ಸಜ್ಜನರ, ಶಿವಪ್ಪ ಕೊರಗಟ್ಟಿ ಇದ್ದರು. [246, 998, 470, 1216]
vachana-headline-b: ಬದುಕಿನ ಮೌಲ್ಯ [124, 100, 378, 157]
trucks-illustration [1036, 1948, 1502, 2148]
rice-headline-1: ಸಾಗಾಣಿಕೆ ವೆಚ್ಚ 250 ಕೋಟಿ [1101, 1808, 1429, 1847]
sports-col1: ಕೊಪ್ಪಳ: ಕ್ರೀಡೆಯಲ್ಲಿ ಪ್ರತಿಯೊಬ್ಬರೂ ಪಾಲ್ಗೊಳ್ಳುವುದು ಮುಖ್ಯ, ಸೋಲು ಗೆಲುವು ಇದ್ದಿದ್ದೇ ಎಂದು ರಿಯಲ್ ಎಸ್ಟೇಟ್ ಉದ್ಯಮಿ ಹಳ್ಳಿಕೇರಿ ರವಿಕುಮಾರ ಹೇಳಿದರು. ತಾಲೂಕಿನ ಚುಕ್ಕನಕಲ್ ಗ್ರಾಮದಲ್ಲಿ ಮೊಹರಂ ಹಬ್ಬದ ಪ್ರಯುಕ್ತ ಕ್ರಿಕೆಟ್ ಟೂರ್ನಮೆಂಟ್ ಆಯೋಜಿಸಲಾಗಿದ್ದು, ಬಹುಮಾನ ವಿತರಿಸಿ ಮಾತನಾಡಿದರು. ಟೂರ್ನಿಯಲ್ಲಿ ಪ್ರಥಮ ಬಹುಮಾನವನ್ನು ಜಿಲ್ ಬಾಸ್ ತಂಡ, ದ್ವಿತೀಯ ಬಹುಮಾನವನ್ನು ಮಹಾಲ್ ಸ್ಪೋರ್ಟ್ ತಂಡ ಗೆದ್ದುಕೊಂಡಿತು. ಈ ಟೂರ್ನಮೆಂಟ್ ಪ್ರತ್ಯೇಕವಾಗಿ ಕಾರ್ಯಕ್ರಮದಲ್ಲಿ ಬಹದ್ದೂರ್ ಬಂಡಿ ಗ್ರಾಮ ಪಂಚಾಯತಿ ಅಧ್ಯಕ್ಷರಾದ ಯಲ್ಲಪ್ಪ ಪ್ರಭುಗಳ ಮತ್ತು ಸದಸ್ಯರು ಪಾಲ್ಗೊಂಡಿದ್ದರು. [14, 1454, 246, 1732]
statue-headline: ಆರೋಪಿಗಳನ್ನು ಕಠಿಣ ಶಿಕ್ಷೆಗೆ ಗುರಿಪಡಿಸಲು ವಿರುಪಾಕ್ಷಿ ಗೌಡ ಮಾಲಿ ಪಾಟೀಲ್ ಒತ್ತಾಯ [551, 958, 1445, 995]
problem-text: ತಂದೆ ಯಾರು ಎಂದು ಅರಿವು ಇಲ್ಲದ ಕಾರಣ ಇವರು ತಮ್ಮ ಕುಟುಂಬದ ಮೂಲವನ್ನು ಗುರುತಿಸಲಾಗದೆ ಇರುತ್ತಾರೆ. [564, 2077, 765, 2134]
